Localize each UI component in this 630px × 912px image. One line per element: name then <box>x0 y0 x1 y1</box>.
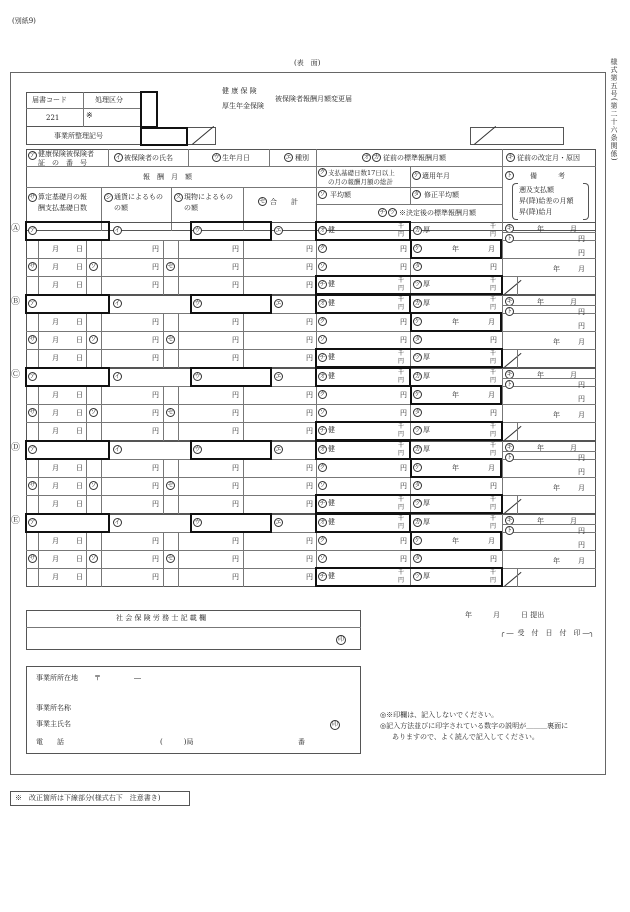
note2: ◎記入方法並びに印字されている数字の説明が＿＿＿裏面に <box>380 722 569 730</box>
submit-date: 年 月 日 提出 <box>465 611 545 619</box>
yen-label: 円 <box>306 336 313 344</box>
insured-no-field[interactable] <box>25 440 110 460</box>
day-label: 日 <box>76 409 83 417</box>
office-no-input[interactable] <box>140 127 188 146</box>
row-letter: Ⓔ <box>11 516 21 526</box>
day-label: 日 <box>76 281 83 289</box>
month-label: 月 <box>52 464 59 472</box>
month-label: 月 <box>52 336 59 344</box>
month-label: 月 <box>52 409 59 417</box>
day-label: 日 <box>76 573 83 581</box>
office-name-label: 事業所名称 <box>36 704 71 712</box>
hdr-insured-no: 健康保険被保険者 <box>38 150 94 158</box>
day-label: 日 <box>76 427 83 435</box>
day-label: 日 <box>76 500 83 508</box>
phone-ban: 番 <box>298 738 305 746</box>
birthdate-field[interactable] <box>190 221 272 241</box>
month-label: 月 <box>52 318 59 326</box>
hdr-remarks: 備 考 <box>530 172 565 180</box>
yen-label: 円 <box>306 500 313 508</box>
yen-label: 円 <box>232 573 239 581</box>
yen-label: 円 <box>232 464 239 472</box>
decided-field[interactable] <box>315 421 503 441</box>
hdr-total17-1: 支払基礎日数17日以上 <box>328 169 395 177</box>
yen-label: 円 <box>306 409 313 417</box>
yen-label: 円 <box>232 281 239 289</box>
form-title: 被保険者報酬月額変更届 <box>275 95 352 103</box>
yen-label: 円 <box>152 263 159 271</box>
hdr-remarks3: 昇(降)給月 <box>519 208 553 216</box>
postal-dash: ― <box>134 674 141 682</box>
owner-seal: 印 <box>331 721 338 728</box>
month-label: 月 <box>52 354 59 362</box>
kome-mark: ※ <box>86 111 93 120</box>
title-ins1: 健 康 保 険 <box>222 87 257 95</box>
sharoushi-seal: 印 <box>337 636 344 643</box>
code-value: 221 <box>46 114 60 122</box>
insured-no-field[interactable] <box>25 367 110 387</box>
side-label: (表 面) <box>294 59 321 67</box>
decided-field[interactable] <box>315 275 503 295</box>
yen-label: 円 <box>232 336 239 344</box>
yen-label: 円 <box>152 391 159 399</box>
yen-label: 円 <box>152 573 159 581</box>
revision-note: ※ 改正箇所は下線部分(様式右下 注意書き) <box>15 794 161 802</box>
office-no-label: 事業所整理記号 <box>54 132 103 140</box>
hdr-total: 合 計 <box>270 198 298 206</box>
yen-label: 円 <box>152 500 159 508</box>
birthdate-field[interactable] <box>190 440 272 460</box>
row-letter: Ⓑ <box>11 297 21 307</box>
hdr-base-days2: 酬支払基礎日数 <box>38 204 87 212</box>
code-label: 届書コード <box>32 96 67 104</box>
month-label: 月 <box>52 555 59 563</box>
row-letter: Ⓓ <box>11 443 21 453</box>
yen-label: 円 <box>152 336 159 344</box>
yen-label: 円 <box>306 354 313 362</box>
yen-label: 円 <box>232 500 239 508</box>
hdr-cash1: 通貨によるもの <box>114 193 163 201</box>
yen-label: 円 <box>306 555 313 563</box>
day-label: 日 <box>76 318 83 326</box>
hdr-base-days1: 算定基礎月の報 <box>38 193 87 201</box>
yen-label: 円 <box>306 537 313 545</box>
yen-label: 円 <box>152 354 159 362</box>
yen-label: 円 <box>232 391 239 399</box>
month-label: 月 <box>52 427 59 435</box>
hdr-average: 平均額 <box>330 191 351 199</box>
yen-label: 円 <box>152 537 159 545</box>
yen-label: 円 <box>306 245 313 253</box>
month-label: 月 <box>52 573 59 581</box>
hdr-total17-2: の月の報酬月額の総計 <box>328 178 393 186</box>
decided-field[interactable] <box>315 494 503 514</box>
office-addr-label: 事業所所在地 <box>36 674 78 682</box>
hdr-insured-no2: 証 の 番 号 <box>38 159 87 167</box>
category-label: 処理区分 <box>95 96 123 104</box>
birthdate-field[interactable] <box>190 513 272 533</box>
day-label: 日 <box>76 354 83 362</box>
row-letter: Ⓐ <box>11 224 21 234</box>
month-label: 月 <box>52 281 59 289</box>
day-label: 日 <box>76 391 83 399</box>
note3: ありますので、よく読んで記入してください。 <box>392 733 539 741</box>
day-label: 日 <box>76 245 83 253</box>
yen-label: 円 <box>152 464 159 472</box>
hdr-cash2: の額 <box>114 204 128 212</box>
phone-label: 電 話 <box>36 738 64 746</box>
received-stamp: ╭ ― 受 付 日 付 印 ―╮ <box>500 629 594 637</box>
insured-no-field[interactable] <box>25 513 110 533</box>
month-label: 月 <box>52 391 59 399</box>
yen-label: 円 <box>152 245 159 253</box>
month-label: 月 <box>52 245 59 253</box>
yen-label: 円 <box>306 318 313 326</box>
yen-label: 円 <box>232 409 239 417</box>
decided-field[interactable] <box>315 348 503 368</box>
yen-label: 円 <box>306 482 313 490</box>
hdr-prev-revision: 従前の改定月・原因 <box>517 154 580 162</box>
month-label: 月 <box>52 263 59 271</box>
hdr-type: 種別 <box>295 154 309 162</box>
hdr-kind1: 現物によるもの <box>184 193 233 201</box>
yen-label: 円 <box>232 482 239 490</box>
yen-label: 円 <box>152 427 159 435</box>
month-label: 月 <box>52 537 59 545</box>
yen-label: 円 <box>306 427 313 435</box>
yen-label: 円 <box>232 318 239 326</box>
owner-label: 事業主氏名 <box>36 720 71 728</box>
hdr-name: 被保険者の氏名 <box>124 154 173 162</box>
day-label: 日 <box>76 263 83 271</box>
hdr-prev-standard: 従前の標準報酬月額 <box>383 154 446 162</box>
decided-field[interactable] <box>315 567 503 587</box>
yen-label: 円 <box>152 482 159 490</box>
hdr-birth: 生年月日 <box>222 154 250 162</box>
day-label: 日 <box>76 555 83 563</box>
hdr-mod-average: 修正平均額 <box>424 191 459 199</box>
yen-label: 円 <box>232 245 239 253</box>
yen-label: 円 <box>306 391 313 399</box>
hdr-remarks1: 遡及支払額 <box>519 186 554 194</box>
birthdate-field[interactable] <box>190 294 272 314</box>
attachment-label: (別紙9) <box>12 17 36 25</box>
title-ins2: 厚生年金保険 <box>222 102 264 110</box>
yen-label: 円 <box>232 354 239 362</box>
hdr-kind2: の額 <box>184 204 198 212</box>
yen-label: 円 <box>306 263 313 271</box>
yen-label: 円 <box>152 555 159 563</box>
sharoushi-label: 社 会 保 険 労 務 士 記 載 欄 <box>116 614 207 622</box>
yen-label: 円 <box>232 263 239 271</box>
note1: ◎※印欄は、記入しないでください。 <box>380 711 499 719</box>
yen-label: 円 <box>232 555 239 563</box>
month-label: 月 <box>52 482 59 490</box>
day-label: 日 <box>76 464 83 472</box>
yen-label: 円 <box>232 537 239 545</box>
hdr-apply-ym: 適用年月 <box>422 172 450 180</box>
yen-label: 円 <box>306 464 313 472</box>
month-label: 月 <box>52 500 59 508</box>
hdr-monthly: 報 酬 月 額 <box>143 173 192 181</box>
day-label: 日 <box>76 482 83 490</box>
insured-no-field[interactable] <box>25 221 110 241</box>
birthdate-field[interactable] <box>190 367 272 387</box>
category-input[interactable] <box>140 91 158 128</box>
day-label: 日 <box>76 537 83 545</box>
row-letter: Ⓒ <box>11 370 21 380</box>
yen-label: 円 <box>232 427 239 435</box>
form-number: 様式第五号(第二十六条関係) <box>610 58 618 162</box>
yen-label: 円 <box>152 318 159 326</box>
yen-label: 円 <box>152 281 159 289</box>
day-label: 日 <box>76 336 83 344</box>
phone-area: ( )局 <box>160 738 194 746</box>
yen-label: 円 <box>306 281 313 289</box>
hdr-decided: ※決定後の標準報酬月額 <box>399 209 476 217</box>
yen-label: 円 <box>306 573 313 581</box>
yen-label: 円 <box>152 409 159 417</box>
postal-mark: 〒 <box>94 674 101 682</box>
insured-no-field[interactable] <box>25 294 110 314</box>
hdr-remarks2: 昇(降)給差の月額 <box>519 197 574 205</box>
